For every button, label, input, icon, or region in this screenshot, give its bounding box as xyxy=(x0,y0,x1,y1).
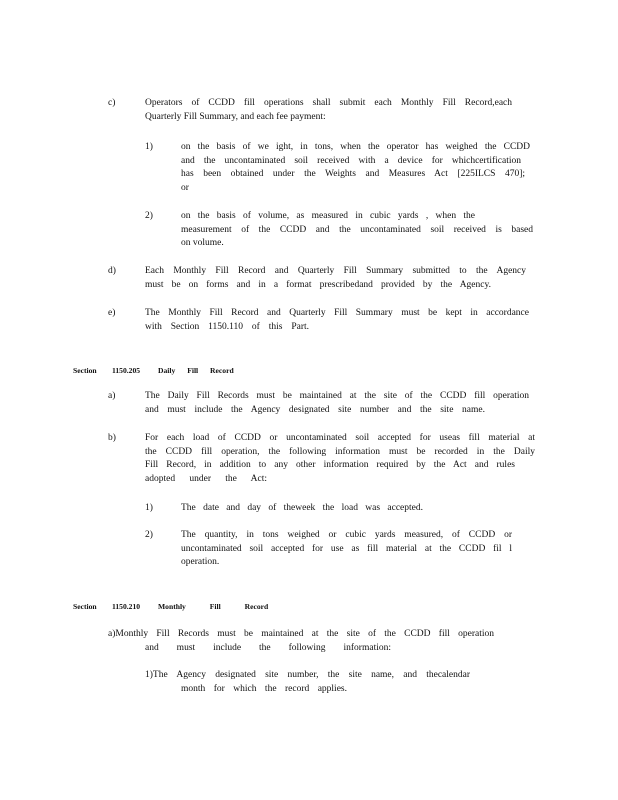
paragraph-c xyxy=(145,97,512,124)
text-line: and the uncontaminated soil received with a device for whichcertification xyxy=(181,155,521,166)
paragraph-205-a xyxy=(145,390,529,417)
text-line: measurement of the CCDD and the uncontaminated soil received is based xyxy=(181,224,533,235)
text-line: Operators of CCDD fill operations shall submit each Monthly Fill Record,each xyxy=(145,98,512,108)
text-line: has been obtained under the Weights and Measures Act [225ILCS 470]; xyxy=(181,169,525,180)
subitem-label-1: 1) xyxy=(145,670,153,680)
paragraph-205-b1 xyxy=(181,502,441,516)
text-line: on the basis of we ight, in tons, when the operator has weighed the CCDD xyxy=(181,142,530,152)
text-line: with Section 1150.110 of this Part. xyxy=(145,321,309,332)
paragraph-210-a1 xyxy=(145,669,475,696)
paragraph-e xyxy=(145,307,529,334)
text-line: on volume. xyxy=(181,238,224,249)
text-line: The Monthly Fill Record and Quarterly Fill Summary must be kept in accordance xyxy=(145,308,529,318)
text-line: The Daily Fill Records must be maintained at the site of the CCDD fill operation xyxy=(145,391,529,401)
subitem-label-b1: 1) xyxy=(145,503,153,513)
paragraph-d xyxy=(145,265,526,292)
text-line: Each Monthly Fill Record and Quarterly Fill Summary submitted to the Agency xyxy=(145,266,526,276)
paragraph-c2 xyxy=(181,210,533,251)
text-line: For each load of CCDD or uncontaminated soil accepted for useas fill material at xyxy=(145,433,535,443)
section-number: 1150.210 xyxy=(112,602,141,611)
text-line: and must include the Agency designated site number and the site name. xyxy=(145,404,485,415)
subitem-label-b2: 2) xyxy=(145,530,153,540)
text-line: adopted under the Act: xyxy=(145,473,267,484)
paragraph-205-b2 xyxy=(181,529,512,570)
text-run: Monthly Fill Records must be maintained at the site of the CCDD fill operation xyxy=(115,629,494,639)
paragraph-205-b xyxy=(145,432,535,486)
text-line: Quarterly Fill Summary, and each fee payment: xyxy=(145,111,326,122)
text-line xyxy=(108,628,494,642)
paragraph-c1 xyxy=(181,141,530,195)
item-label-a: a) xyxy=(108,629,116,639)
item-label-a: a) xyxy=(108,391,116,401)
item-label-e: e) xyxy=(108,308,116,318)
text-line: and must include the following information: xyxy=(145,642,391,653)
text-run: The Agency designated site number, the site name, and thecalendar xyxy=(152,670,470,680)
text-line: uncontaminated soil accepted for use as fill material at the CCDD fil l xyxy=(181,543,512,554)
section-title: Daily Fill Record xyxy=(158,366,234,375)
item-label-b: b) xyxy=(108,433,116,443)
section-number: 1150.205 xyxy=(112,366,141,375)
text-line: The quantity, in tons weighed or cubic yards measured, of CCDD or xyxy=(181,530,512,540)
section-title: Monthly Fill Record xyxy=(158,602,269,611)
text-line: the CCDD fill operation, the following information must be recorded in the Daily xyxy=(145,446,535,457)
text-line: on the basis of volume, as measured in cubic yards , when the xyxy=(181,211,475,221)
text-line: The date and day of theweek the load was accepted. xyxy=(181,503,423,513)
text-line: operation. xyxy=(181,557,220,568)
section-word: Section xyxy=(73,366,97,375)
text-line: or xyxy=(181,182,189,193)
text-line xyxy=(145,669,470,683)
text-line: month for which the record applies. xyxy=(181,683,347,694)
item-label-c: c) xyxy=(108,98,116,108)
section-word: Section xyxy=(73,602,97,611)
subitem-label-c2: 2) xyxy=(145,211,153,221)
paragraph-210-a xyxy=(108,628,496,655)
text-line: Fill Record, in addition to any other information required by the Act and rules xyxy=(145,460,515,471)
item-label-d: d) xyxy=(108,266,116,276)
subitem-label-c1: 1) xyxy=(145,142,153,152)
text-line: must be on forms and in a format prescribedand provided by the Agency. xyxy=(145,279,491,290)
